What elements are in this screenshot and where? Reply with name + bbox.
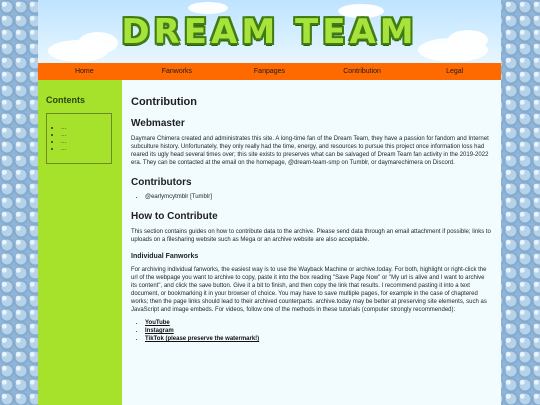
toc-item[interactable]: • ... [61,138,111,145]
list-item [145,327,501,335]
individual-fanworks-heading: Individual Fanworks [131,253,199,260]
toc-item[interactable]: • ... [61,131,111,138]
nav-legal[interactable]: Legal [446,68,464,75]
nav-home[interactable]: Home [74,68,94,75]
table-of-contents [46,113,112,164]
page [38,0,501,405]
site-header [38,0,501,63]
how-to-heading: How to Contribute [131,211,218,222]
site-logo[interactable]: DREAM TEAM [121,12,418,52]
contributors-heading: Contributors [131,177,192,188]
contributor-item: • @earlymcytmblr [Tumblr] [145,193,501,201]
tutorial-links [131,319,501,343]
nav-fanpages[interactable]: Fanpages [253,68,286,75]
main-content [122,80,501,405]
main-nav [38,63,501,80]
toc-item[interactable]: • ... [61,145,111,152]
sidebar [38,80,122,405]
webmaster-heading: Webmaster [131,118,185,129]
list-item [145,335,501,343]
sidebar-title: Contents [46,95,85,105]
individual-fanworks-text: For archiving individual fanworks, the easiest way is to use the Wayback Machine or archive.today. For both, highlight or right-click the url of the webpage you want to archive to copy, paste it into the box reading "Save Page Now" or "My url is alive and I want to archive its content", and click the save button. Give it a bit to finish, and then copy the link that results. I recommend pasting it into a text document, or bookmarking it in your browser of choice. You may have to save multiple pages, for example in the case of chaptered works; then the page links should lead to their archived counterparts. archive.today may be better at preserving site elements, such as JavaScript and image embeds. For videos, follow one of the methods in these tutorials (computer strongly recommended): [131,267,487,313]
tiktok-link[interactable]: TikTok (please preserve the watermark!) [145,336,260,342]
list-item [145,319,501,327]
webmaster-text: Daymare Chimera created and administrates this site. A long-time fan of the Dream Team, they have a passion for fandom and Internet subculture history. Unfortunately, they only really had the time, energy, and resources to pursue this project once information loss had reared its ugly head several times over; this site exists to preserves what can be salvaged of Dream Team fan activity in the 2019-2022 era. They can be contacted at the email on the homepage, @dream-team-smp on Tumblr, or daymarechimera on Discord. [131,136,489,166]
instagram-link[interactable]: Instagram [145,328,174,334]
toc-item[interactable]: • ... [61,124,111,131]
youtube-link[interactable]: YouTube [145,320,170,326]
nav-contribution[interactable]: Contribution [343,68,381,75]
page-title: Contribution [131,96,197,108]
nav-fanworks[interactable]: Fanworks [161,68,193,75]
contributors-list [131,193,501,201]
how-to-text: This section contains guides on how to contribute data to the archive. Please send data through an email attachment if possible; links to uploads on a filesharing website such as Mega or an archive website are also acceptable. [131,229,491,243]
